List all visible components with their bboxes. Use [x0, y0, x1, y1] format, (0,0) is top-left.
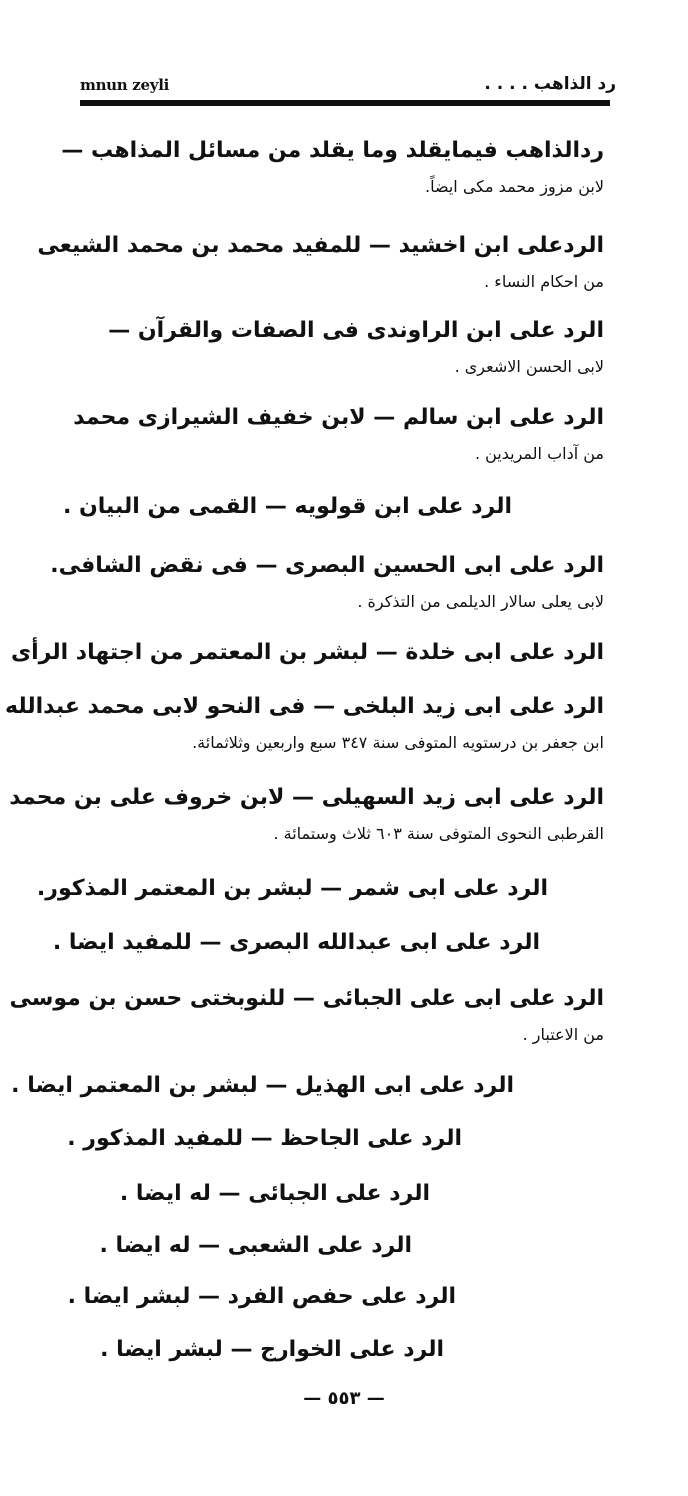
- header-right-title: رد الذاهب . . . .: [484, 74, 616, 94]
- entry-17-title: الرد على حفص الفرد — لبشر ايضا .: [67, 1284, 456, 1309]
- entry-12: [10, 985, 605, 1047]
- entry-2-title: الردعلى ابن اخشيد — للمفيد محمد بن محمد الشيعى: [37, 233, 604, 258]
- entry-12-source: من الاعتبار .: [522, 1025, 604, 1044]
- entry-16-title: الرد على الشعبى — له ايضا .: [99, 1233, 412, 1258]
- entry-3-title: الرد على ابن الراوندى فى الصفات والقرآن —: [108, 318, 604, 343]
- entry-3-source: لابى الحسن الاشعرى .: [454, 357, 604, 376]
- entry-6: [50, 552, 604, 614]
- entry-7: [11, 639, 604, 667]
- entry-5: [63, 493, 512, 521]
- entry-2-source: من احكام النساء .: [484, 272, 604, 291]
- entry-1-title: ردالذاهب فيمايقلد وما يقلد من مسائل المذاهب —: [61, 138, 604, 163]
- entry-3: [108, 317, 604, 379]
- entry-8-title: الرد على ابى زيد البلخى — فى النحو لابى محمد عبدالله: [5, 694, 604, 719]
- entry-17: [68, 1283, 456, 1311]
- entry-13: [11, 1072, 514, 1100]
- entry-8: [5, 693, 604, 755]
- entry-9-source: القرطبى النحوى المتوفى سنة ٦٠٣ ثلاث وستمائة .: [273, 824, 604, 843]
- header-left-text: mnun zeyli: [80, 76, 169, 94]
- entry-10: [37, 875, 548, 903]
- entry-12-title: الرد على ابى على الجبائى — للنوبختى حسن بن موسى: [9, 986, 604, 1011]
- entry-5-title: الرد على ابن قولويه — القمى من البيان .: [63, 494, 512, 519]
- entry-13-title: الرد على ابى الهذيل — لبشر بن المعتمر ايضا .: [11, 1073, 514, 1098]
- entry-9-title: الرد على ابى زيد السهيلى — لابن خروف على بن محمد: [9, 785, 604, 810]
- entry-11-title: الرد على ابى عبدالله البصرى — للمفيد ايضا .: [52, 930, 540, 955]
- entry-4-title: الرد على ابن سالم — لابن خفيف الشيرازى محمد: [73, 405, 604, 430]
- entry-6-title: الرد على ابى الحسين البصرى — فى نقض الشافى.: [50, 553, 604, 578]
- entry-11: [53, 929, 540, 957]
- page-number: — ٥٥٣ —: [303, 1388, 385, 1409]
- entry-15: [120, 1180, 430, 1208]
- entry-9: [9, 784, 604, 846]
- entry-6-source: لابى يعلى سالار الديلمى من التذكرة .: [357, 592, 604, 611]
- entry-14: [67, 1125, 462, 1153]
- entry-1: [61, 137, 604, 199]
- entry-14-title: الرد على الجاحظ — للمفيد المذكور .: [67, 1126, 462, 1151]
- entry-4-source: من آداب المريدين .: [474, 444, 604, 463]
- entry-4: [73, 404, 604, 466]
- entry-7-title: الرد على ابى خلدة — لبشر بن المعتمر من اجتهاد الرأى: [10, 640, 604, 665]
- entry-15-title: الرد على الجبائى — له ايضا .: [119, 1181, 430, 1206]
- entry-1-source: لابن مزوز محمد مكى ايضاً.: [425, 177, 604, 196]
- entry-16: [99, 1232, 412, 1260]
- entry-8-source: ابن جعفر بن درستويه المتوفى سنة ٣٤٧ سبع واربعين وثلاثمائة.: [192, 733, 604, 752]
- entry-18-title: الرد على الخوارج — لبشر ايضا .: [100, 1337, 444, 1362]
- entry-10-title: الرد على ابى شمر — لبشر بن المعتمر المذكور.: [36, 876, 548, 901]
- entry-2: [37, 232, 604, 294]
- entry-18: [100, 1336, 444, 1364]
